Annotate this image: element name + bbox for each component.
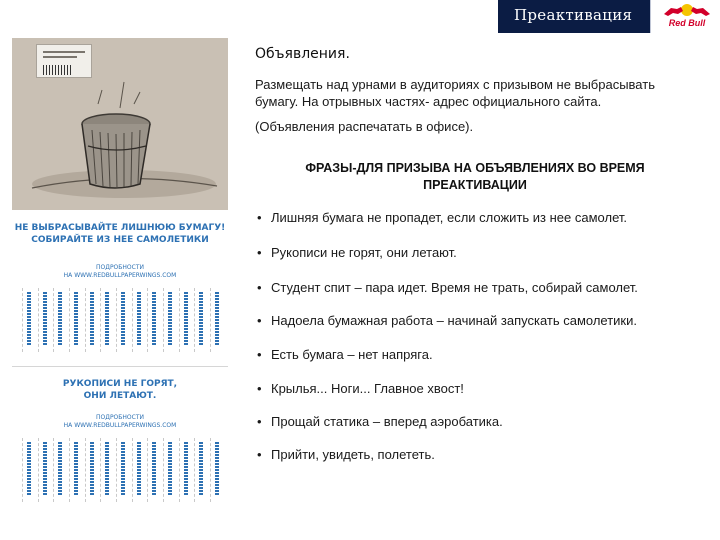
paragraph-print-note: (Объявления распечатать в офисе). (255, 119, 474, 134)
poster-details-1: ПОДРОБНОСТИ НА WWW.REDBULLPAPERWINGS.COM (63, 264, 177, 279)
phrase-item: • Лишняя бумага не пропадет, если сложить из нее самолет. (257, 210, 627, 225)
poster-photo (12, 38, 228, 210)
phrase-item: • Студент спит – пара идет. Время не трать, собирай самолет. (257, 280, 638, 295)
phrases-title: ФРАЗЫ-ДЛЯ ПРИЗЫВА НА ОБЪЯВЛЕНИЯХ ВО ВРЕМЯ ПРЕАКТИВАЦИИ (305, 161, 645, 192)
poster-headline-1: НЕ ВЫБРАСЫВАЙТЕ ЛИШНЮЮ БУМАГУ! СОБИРАЙТЕ ИЗ НЕЕ САМОЛЕТИКИ (14, 223, 226, 245)
red-bull-logo (650, 0, 720, 33)
phrase-item: • Прийти, увидеть, полететь. (257, 447, 435, 462)
tearoff-tabs-2 (22, 438, 222, 502)
poster-headline-2: РУКОПИСИ НЕ ГОРЯТ, ОНИ ЛЕТАЮТ. (62, 379, 178, 401)
phrase-item: • Надоела бумажная работа – начинай запускать самолетики. (257, 313, 637, 328)
phrase-item: • Рукописи не горят, они летают. (257, 245, 457, 260)
section-heading: Объявления. (255, 46, 350, 62)
header-bar (0, 0, 720, 38)
phrase-item: • Есть бумага – нет напряга. (257, 347, 433, 362)
trash-can-icon (12, 38, 228, 210)
poster-details-2: ПОДРОБНОСТИ НА WWW.REDBULLPAPERWINGS.COM (63, 414, 177, 429)
bulls-icon (661, 2, 713, 19)
tearoff-tabs-1 (22, 288, 222, 352)
poster-divider (12, 366, 228, 367)
phrase-item: • Прощай статика – вперед аэробатика. (257, 414, 503, 429)
slide-title: Преактивация (514, 6, 633, 24)
paragraph-placement: Размещать над урнами в аудиториях с призывом не выбрасывать бумагу. На отрывных частях- адрес официального сайта. (255, 77, 655, 109)
logo-text: Red Bull (668, 18, 706, 28)
poster-image (12, 38, 228, 512)
phrase-item: • Крылья... Ноги... Главное хвост! (257, 381, 464, 396)
